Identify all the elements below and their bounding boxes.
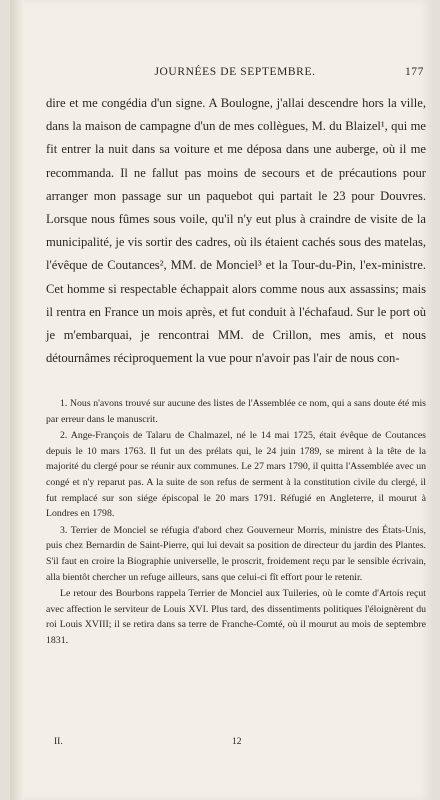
footnote-1: 1. Nous n'avons trouvé sur aucune des listes de l'Assemblée ce nom, qui a sans doute été mis par erreur dans le manuscrit. [46, 398, 426, 425]
footnote-2: 2. Ange-François de Talaru de Chalmazel, né le 14 mai 1725, était évêque de Coutances depuis le 10 mars 1763. Il fut un des prélats qui, le 24 juin 1789, se mirent à la tête de la majorité du clergé pour se réunir aux communes. Le 27 mars 1790, il quitta l'Assemblée avec un congé et n'y reparut pas. A la suite de son refus de serment à la constitution civile du clergé, il fut remplacé sur son siége épiscopal le 20 mars 1791. Réfugié en Angleterre, il mourut à Londres en 1798. [46, 430, 426, 520]
volume-signature: II. [54, 737, 63, 747]
page-gutter [10, 0, 24, 800]
main-text [46, 92, 426, 370]
body-paragraph: dire et me congédia d'un signe. A Boulogne, j'allai descendre hors la ville, dans la maison de campagne d'un de mes collègues, M. du Blaizel¹, qui me fit entrer la nuit dans sa voiture et me déposa dans une auberge, où il me recommanda. Il ne fallut pas moins de secours et de précautions pour arranger mon passage sur un paquebot qui partait le 23 pour Douvres. Lorsque nous fûmes sous voile, qu'il n'y eut plus à craindre de visite de la municipalité, je vis sortir des cadres, où ils étaient cachés sous des matelas, l'évêque de Coutances², MM. de Monciel³ et la Tour-du-Pin, l'ex-ministre. Cet homme si respectable échappait alors comme nous aux assassins; mais il rentra en France un mois après, et fut conduit à l'échafaud. Sur le port où je m'embarquai, je rencontrai MM. de Crillon, mes amis, et nous détournâmes réciproquement la vue pour n'avoir pas l'air de nous con- [46, 96, 426, 366]
footnote-3-continued: Le retour des Bourbons rappela Terrier de Monciel aux Tuileries, où le comte d'Artois reçut avec affection le serviteur de Louis XVI. Plus tard, des dissentiments politiques l'éloignèrent du roi Louis XVIII; il se retira dans sa terre de Franche-Comté, où il mourut au mois de septembre 1831. [46, 588, 426, 646]
running-title: JOURNÉES DE SEPTEMBRE. [154, 66, 316, 78]
page-footer [54, 737, 394, 751]
footnotes [46, 396, 426, 650]
footnote-3: 3. Terrier de Monciel se réfugia d'abord chez Gouverneur Morris, ministre des États-Unis, puis chez Bernardin de Saint-Pierre, qui lui devait sa position de directeur du jardin des Plantes. S'il faut en croire la Biographie universelle, le proscrit, froidement reçu par le sensible écrivain, alla bientôt chercher un refuge ailleurs, sans que celui-ci fît effort pour le retenir. [46, 524, 426, 583]
running-header [46, 66, 424, 84]
page-number: 177 [404, 66, 424, 78]
book-page [10, 0, 432, 800]
sheet-signature: 12 [232, 737, 242, 747]
